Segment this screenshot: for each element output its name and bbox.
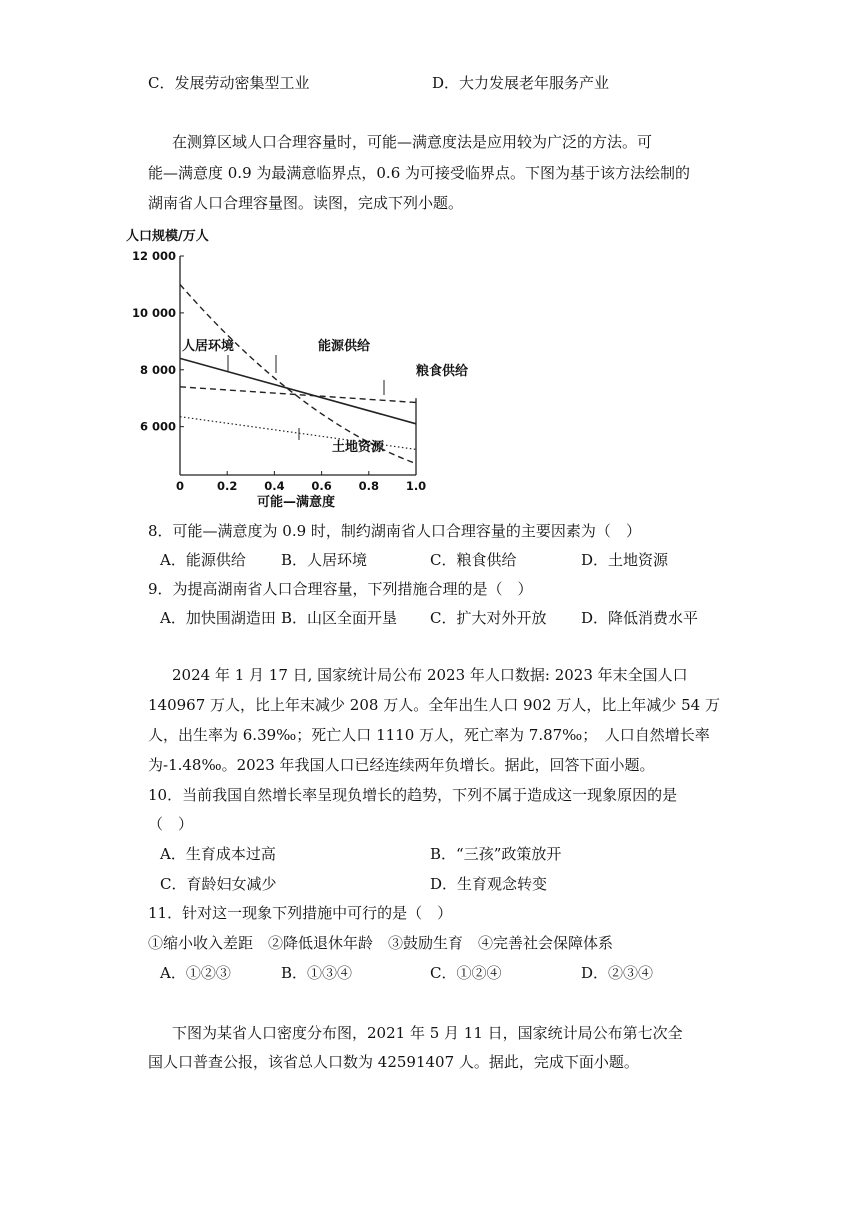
q8-option-c: C．粮食供给 <box>430 551 517 569</box>
q10-option-b: B．“三孩”政策放开 <box>430 845 562 863</box>
passage-1-line-3: 湖南省人口合理容量图。读图，完成下列小题。 <box>148 194 464 212</box>
passage-2-line-1: 2024 年 1 月 17 日, 国家统计局公布 2023 年人口数据: 2023 年末全国人口 <box>172 666 688 684</box>
q7-option-c: C．发展劳动密集型工业 <box>148 74 310 92</box>
passage-1-line-2: 能—满意度 0.9 为最满意临界点，0.6 为可接受临界点。下图为基于该方法绘制的 <box>148 164 691 182</box>
passage-3-line-1: 下图为某省人口密度分布图，2021 年 5 月 11 日，国家统计局公布第七次全 <box>172 1024 683 1042</box>
y-axis-label: 人口规模/万人 <box>126 229 209 244</box>
q8-stem: 8．可能—满意度为 0.9 时，制约湖南省人口合理容量的主要因素为（ ） <box>148 522 641 540</box>
q9-option-d: D．降低消费水平 <box>581 609 699 627</box>
q8-option-a: A．能源供给 <box>160 551 246 569</box>
series-label: 能源供给 <box>318 339 371 354</box>
x-tick-label: 0.8 <box>358 479 379 493</box>
q11-option-b: B．①③④ <box>281 964 353 982</box>
y-tick-label: 10 000 <box>131 305 176 320</box>
population-capacity-chart <box>118 222 469 512</box>
q8-option-d: D．土地资源 <box>581 551 669 569</box>
y-tick-label: 6 000 <box>139 419 176 434</box>
x-tick-label: 0.4 <box>264 479 285 493</box>
q11-items: ①缩小收入差距 ②降低退休年龄 ③鼓励生育 ④完善社会保障体系 <box>148 934 614 952</box>
x-tick-label: 0.6 <box>311 479 332 493</box>
q11-stem: 11．针对这一现象下列措施中可行的是（ ） <box>148 904 453 922</box>
x-tick-label: 0.2 <box>217 479 238 493</box>
series-label: 人居环境 <box>182 339 235 354</box>
y-tick-label: 8 000 <box>139 362 176 377</box>
x-tick-label: 1.0 <box>405 479 427 493</box>
q10-option-c: C．育龄妇女减少 <box>160 875 277 893</box>
q11-option-c: C．①②④ <box>430 964 502 982</box>
passage-2-line-2: 140967 万人，比上年末减少 208 万人。全年出生人口 902 万人，比上年减少 54 万 <box>148 696 720 714</box>
series-line <box>180 358 416 423</box>
series-label: 土地资源 <box>332 440 385 455</box>
q9-stem: 9．为提高湖南省人口合理容量，下列措施合理的是（ ） <box>148 580 533 598</box>
series-line <box>180 387 416 403</box>
x-tick-label: 0 <box>175 479 185 493</box>
q10-option-d: D．生育观念转变 <box>430 875 548 893</box>
q11-option-a: A．①②③ <box>160 964 231 982</box>
series-line <box>180 284 416 463</box>
passage-2-line-4: 为-1.48‰。2023 年我国人口已经连续两年负增长。据此，回答下面小题。 <box>148 756 655 774</box>
q10-option-a: A．生育成本过高 <box>160 845 276 863</box>
q10-stem-line-1: 10．当前我国自然增长率呈现负增长的趋势，下列不属于造成这一现象原因的是 <box>148 786 678 804</box>
q7-option-d: D．大力发展老年服务产业 <box>432 74 610 92</box>
q11-option-d: D．②③④ <box>581 964 654 982</box>
q9-option-a: A．加快围湖造田 <box>160 609 276 627</box>
series-label: 粮食供给 <box>416 364 469 379</box>
q8-option-b: B．人居环境 <box>281 551 368 569</box>
passage-2-line-3: 人，出生率为 6.39‰；死亡人口 1110 万人，死亡率为 7.87‰； 人口自然增长率 <box>148 726 710 744</box>
q9-option-c: C．扩大对外开放 <box>430 609 547 627</box>
q10-stem-line-2: （ ） <box>148 815 194 833</box>
passage-1-line-1: 在测算区域人口合理容量时，可能—满意度法是应用较为广泛的方法。可 <box>172 133 653 151</box>
passage-3-line-2: 国人口普查公报，该省总人口数为 42591407 人。据此，完成下面小题。 <box>148 1053 639 1071</box>
x-axis-label: 可能—满意度 <box>256 495 336 510</box>
q9-option-b: B．山区全面开垦 <box>281 609 398 627</box>
y-tick-label: 12 000 <box>131 249 176 263</box>
